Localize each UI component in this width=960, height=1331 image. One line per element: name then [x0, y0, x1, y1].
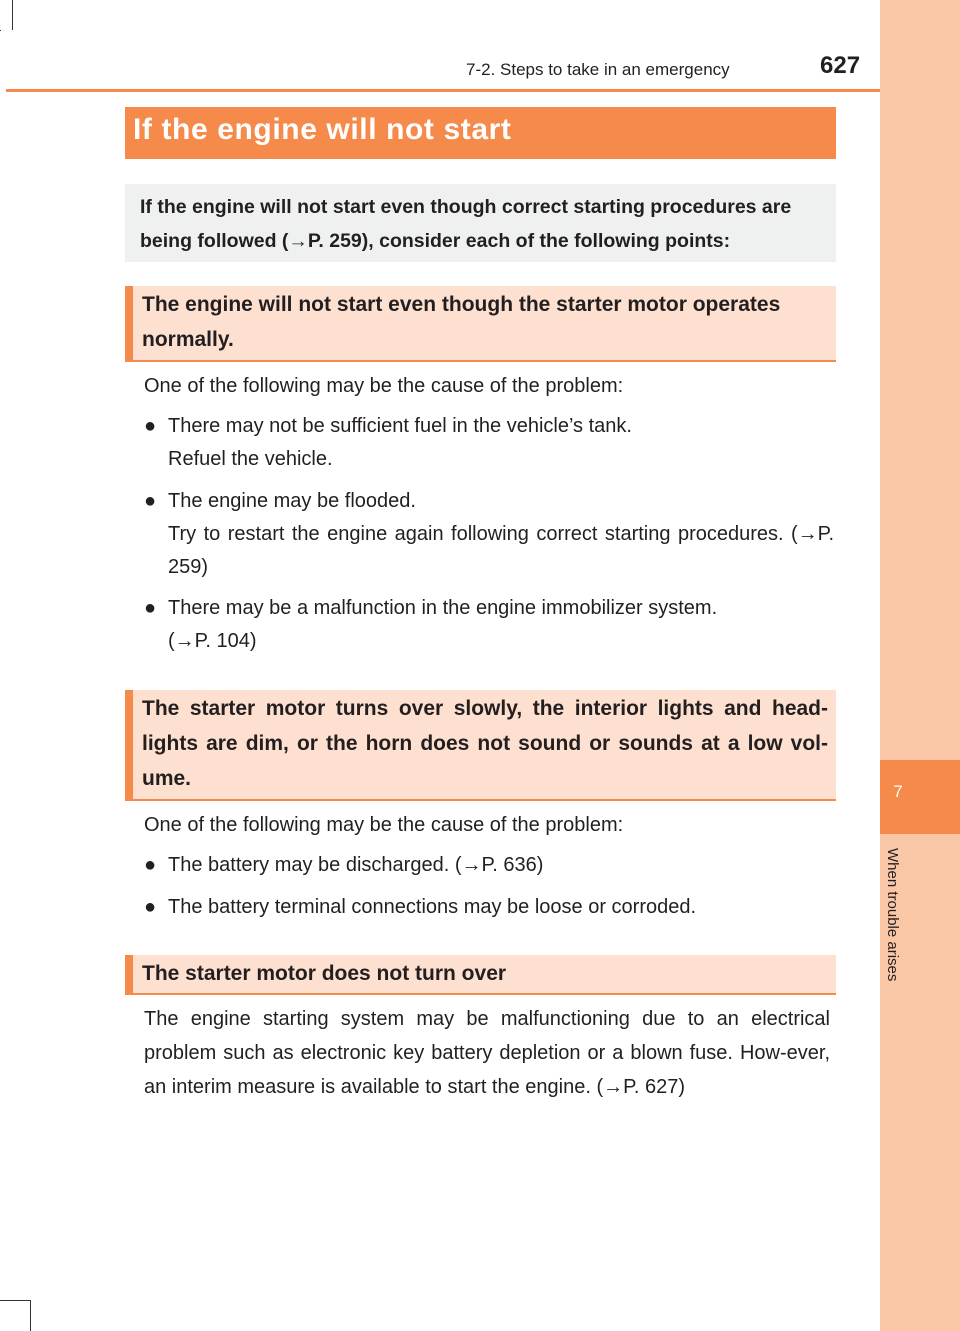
bullet-icon: ●: [144, 415, 157, 437]
list-item-text: The battery terminal connections may be loose or corroded.: [168, 896, 697, 918]
section-heading: [125, 955, 836, 995]
page-title-bar: [125, 107, 836, 159]
section-heading-text: The starter motor does not turn over: [142, 962, 507, 985]
list-item: [144, 485, 834, 584]
list-item-text: The battery may be discharged. (→P. 636): [168, 854, 544, 876]
list-item-detail: Refuel the vehicle.: [168, 448, 333, 470]
section-lead: One of the following may be the cause of the problem:: [144, 814, 624, 836]
intro-box: [125, 184, 836, 262]
crop-mark: [0, 1300, 30, 1301]
crop-mark: [0, 30, 1, 31]
chapter-title: When trouble arises: [884, 848, 901, 982]
intro-text: If the engine will not start even though correct starting procedures are being followed (→P. 259), consider each of the following points:: [140, 196, 792, 252]
header-rule: [6, 89, 880, 92]
list-item-text: The engine may be flooded.: [168, 490, 416, 512]
list-item: [144, 891, 834, 924]
crop-mark: [12, 0, 13, 30]
section-body: The engine starting system may be malfunctioning due to an electrical problem such as electronic key battery depletion or a blown fuse. How-ever, an interim measure is available to start the engine. (→P. 627): [144, 1008, 830, 1098]
section-heading-text: The engine will not start even though the starter motor operates normally.: [142, 293, 781, 351]
list-item: [144, 410, 834, 476]
bullet-icon: ●: [144, 896, 157, 918]
crop-mark: [30, 1300, 31, 1331]
list-item-text: There may be a malfunction in the engine immobilizer system.: [168, 597, 718, 619]
section-header: 7-2. Steps to take in an emergency: [466, 60, 730, 79]
section-lead: One of the following may be the cause of the problem:: [144, 375, 624, 397]
bullet-icon: ●: [144, 597, 157, 619]
page-number: 627: [820, 52, 861, 79]
list-item-text: There may not be sufficient fuel in the vehicle’s tank.: [168, 415, 632, 437]
section-heading: [125, 690, 836, 801]
section-heading: [125, 286, 836, 362]
page-title: If the engine will not start: [133, 113, 512, 146]
bullet-icon: ●: [144, 490, 157, 512]
bullet-icon: ●: [144, 854, 157, 876]
chapter-number: 7: [893, 782, 903, 801]
list-item: [144, 592, 834, 658]
chapter-side-tab: [880, 0, 960, 1331]
list-item-detail: Try to restart the engine again following correct starting procedures. (→P. 259): [168, 523, 834, 578]
list-item-detail: (→P. 104): [168, 630, 257, 652]
list-item: [144, 849, 834, 882]
section-heading-text: The starter motor turns over slowly, the interior lights and head-lights are dim, or the horn does not sound or sounds at a low vol-ume.: [142, 697, 828, 790]
